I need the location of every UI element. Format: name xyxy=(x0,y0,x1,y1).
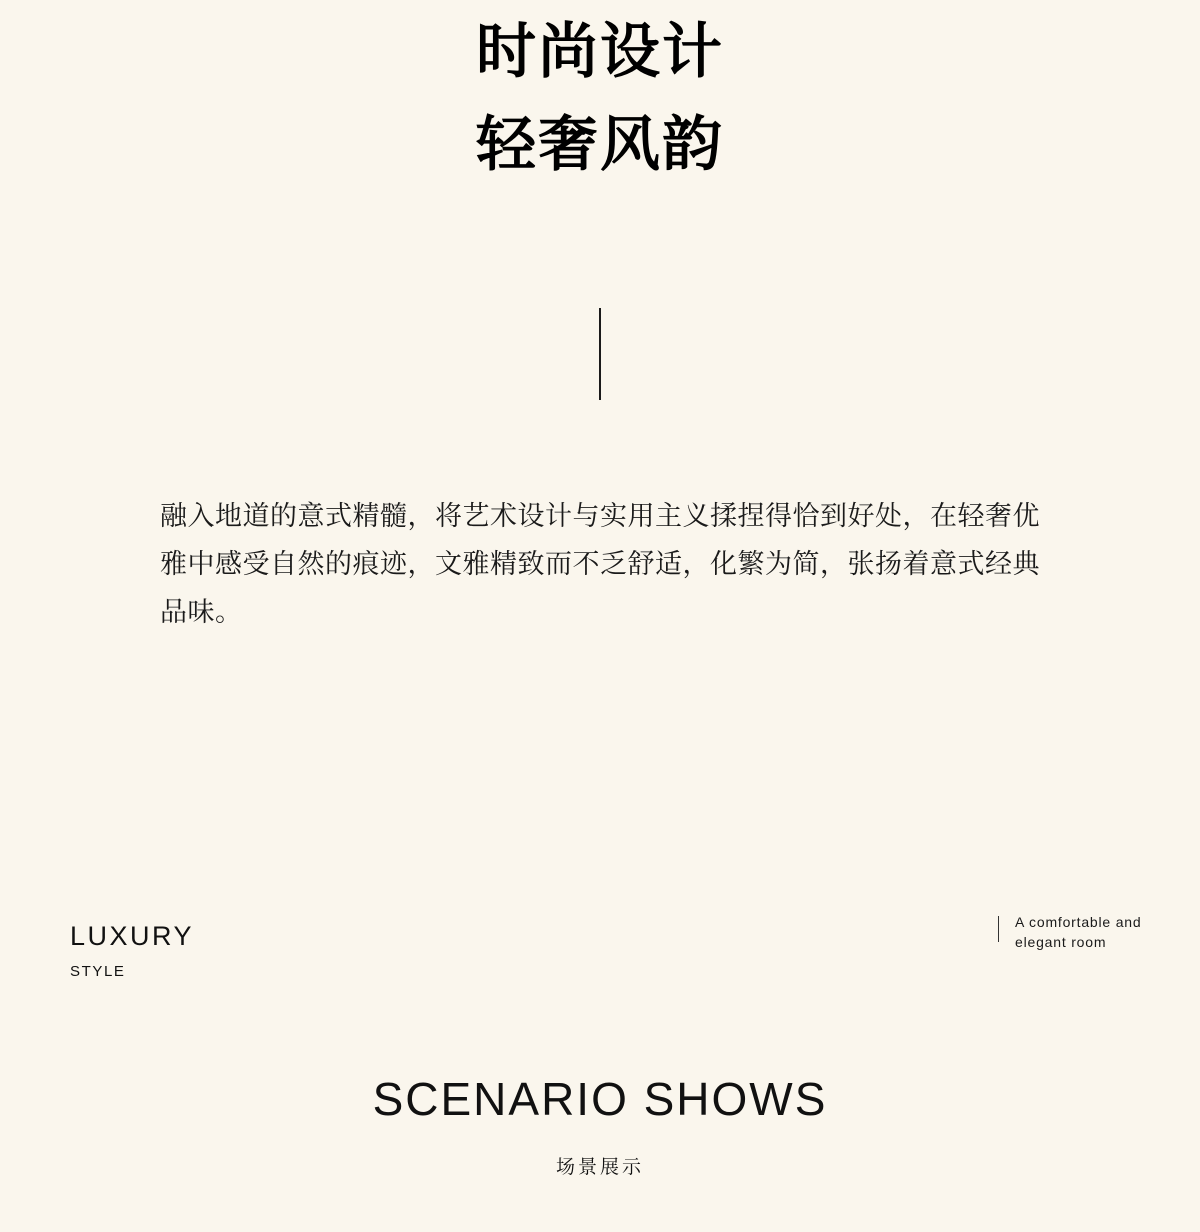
footer-title: SCENARIO SHOWS xyxy=(372,1073,828,1125)
headline-block xyxy=(0,14,1200,182)
side-note-divider xyxy=(998,916,999,942)
luxury-title: LUXURY xyxy=(70,921,195,951)
body-paragraph: 融入地道的意式精髓，将艺术设计与实用主义揉捏得恰到好处，在轻奢优雅中感受自然的痕迹，文雅精致而不乏舒适，化繁为简，张扬着意式经典品味。 xyxy=(160,501,1040,628)
luxury-mark xyxy=(70,922,194,980)
headline-line-2: 轻奢风韵 xyxy=(476,111,724,178)
headline-line-1: 时尚设计 xyxy=(476,18,724,85)
luxury-subtitle: STYLE xyxy=(70,962,126,980)
vertical-divider xyxy=(599,308,601,400)
side-note xyxy=(998,912,1145,953)
footer-subtitle: 场景展示 xyxy=(555,1156,644,1178)
side-note-text: A comfortable and elegant room xyxy=(1015,914,1142,951)
footer-block xyxy=(0,1073,1200,1179)
